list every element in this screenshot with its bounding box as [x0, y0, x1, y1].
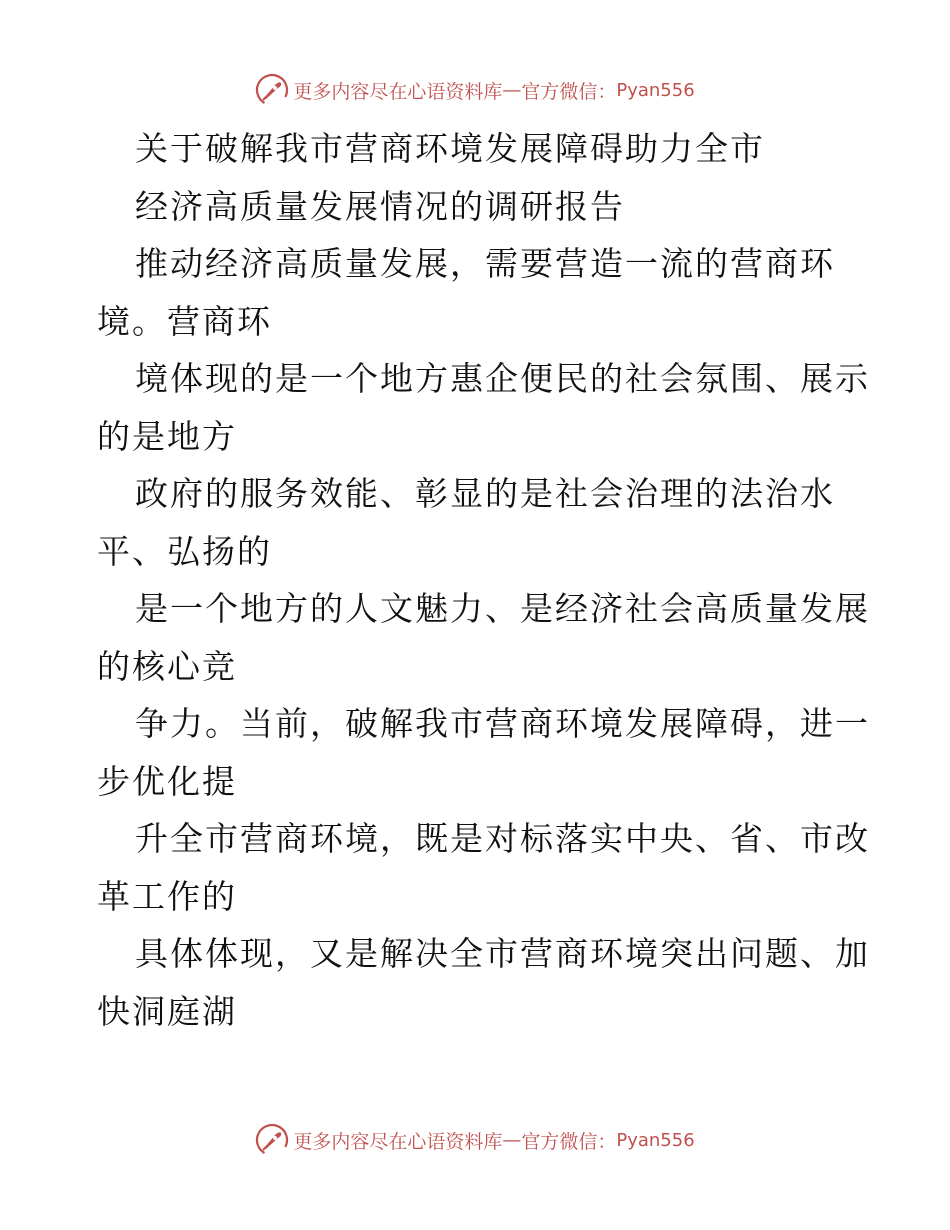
banner-text: 更多内容尽在心语资料库: [293, 80, 503, 103]
document-line: 政府的服务效能、彰显的是社会治理的法治水: [135, 474, 835, 513]
document-line: 的核心竞: [97, 646, 237, 686]
document-line: 具体体现，又是解决全市营商环境突出问题、加: [135, 934, 870, 973]
document-line: 是一个地方的人文魅力、是经济社会高质量发展: [135, 589, 870, 628]
document-body: [97, 120, 870, 1040]
document-line: 快洞庭湖: [97, 991, 237, 1031]
banner-text: 更多内容尽在心语资料库: [293, 1130, 503, 1153]
footer-banner: [0, 1120, 950, 1160]
header-banner: [0, 70, 950, 110]
banner-wechat-id: Pyan556: [616, 79, 695, 101]
document-line: 争力。当前，破解我市营商环境发展障碍，进一: [135, 704, 870, 743]
document-line: 关于破解我市营商环境发展障碍助力全市: [135, 129, 765, 168]
quill-pen-logo-icon: [255, 1123, 289, 1157]
banner-wechat-label: 官方微信：: [521, 1130, 617, 1153]
document-line: 升全市营商环境，既是对标落实中央、省、市改: [135, 819, 870, 858]
document-line: 境体现的是一个地方惠企便民的社会氛围、展示: [135, 359, 870, 398]
banner-separator: —: [502, 1129, 522, 1151]
document-line: 步优化提: [97, 761, 237, 801]
document-line: 革工作的: [97, 876, 237, 916]
document-line: 境。营商环: [97, 301, 272, 341]
quill-pen-logo-icon: [255, 73, 289, 107]
document-line: 平、弘扬的: [97, 531, 272, 571]
document-line: 的是地方: [97, 416, 237, 456]
banner-wechat-id: Pyan556: [616, 1129, 695, 1151]
banner-wechat-label: 官方微信：: [521, 80, 617, 103]
document-line: 推动经济高质量发展，需要营造一流的营商环: [135, 244, 835, 283]
banner-separator: —: [502, 79, 522, 101]
document-line: 经济高质量发展情况的调研报告: [135, 186, 625, 226]
